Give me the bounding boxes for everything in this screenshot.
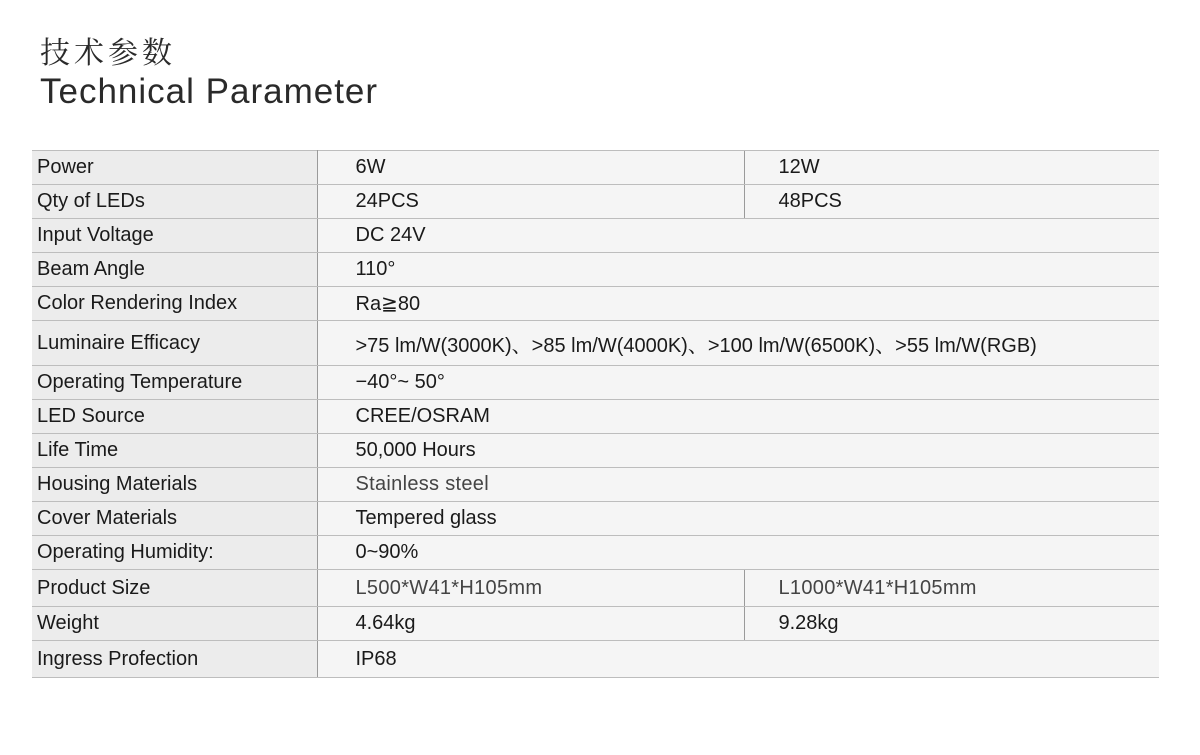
- row-value-6w-variant: 6W: [317, 151, 744, 185]
- row-label: Operating Humidity:: [32, 536, 317, 570]
- table-row-weight: [32, 607, 1159, 641]
- row-value: IP68: [317, 641, 1159, 678]
- row-label: Weight: [32, 607, 317, 641]
- table-row-cover-materials: [32, 502, 1159, 536]
- row-label: LED Source: [32, 400, 317, 434]
- row-value-6w-variant: 24PCS: [317, 185, 744, 219]
- row-label: Life Time: [32, 434, 317, 468]
- technical-parameter-table: [32, 150, 1159, 678]
- row-label: Luminaire Efficacy: [32, 321, 317, 366]
- row-value: 50,000 Hours: [317, 434, 1159, 468]
- row-label: Qty of LEDs: [32, 185, 317, 219]
- row-value: >75 lm/W(3000K)、>85 lm/W(4000K)、>100 lm/W(6500K)、>55 lm/W(RGB): [317, 321, 1159, 366]
- row-label: Input Voltage: [32, 219, 317, 253]
- row-value-12w-variant: L1000*W41*H105mm: [744, 570, 1159, 607]
- table-row-life-time: [32, 434, 1159, 468]
- row-value: DC 24V: [317, 219, 1159, 253]
- row-label: Cover Materials: [32, 502, 317, 536]
- page-title-chinese: 技术参数: [40, 36, 176, 71]
- page-title-english: Technical Parameter: [40, 72, 379, 111]
- table-row-color-rendering-index: [32, 287, 1159, 321]
- row-value: 0~90%: [317, 536, 1159, 570]
- table-row-power: [32, 151, 1159, 185]
- row-value: Stainless steel: [317, 468, 1159, 502]
- row-value-6w-variant: 4.64kg: [317, 607, 744, 641]
- table-row-product-size: [32, 570, 1159, 607]
- row-value: 110°: [317, 253, 1159, 287]
- table-row-led-source: [32, 400, 1159, 434]
- table-row-operating-humidity: [32, 536, 1159, 570]
- table-row-housing-materials: [32, 468, 1159, 502]
- row-label: Beam Angle: [32, 253, 317, 287]
- row-label: Housing Materials: [32, 468, 317, 502]
- table-row-beam-angle: [32, 253, 1159, 287]
- table-row-ingress-protection: [32, 641, 1159, 678]
- row-value-12w-variant: 48PCS: [744, 185, 1159, 219]
- row-value: Ra≧80: [317, 287, 1159, 321]
- table-row-luminaire-efficacy: [32, 321, 1159, 366]
- row-value-12w-variant: 9.28kg: [744, 607, 1159, 641]
- table-row-qty-of-leds: [32, 185, 1159, 219]
- row-value: CREE/OSRAM: [317, 400, 1159, 434]
- row-value: Tempered glass: [317, 502, 1159, 536]
- row-value-6w-variant: L500*W41*H105mm: [317, 570, 744, 607]
- row-label: Power: [32, 151, 317, 185]
- row-value: −40°~ 50°: [317, 366, 1159, 400]
- row-label: Product Size: [32, 570, 317, 607]
- table-row-input-voltage: [32, 219, 1159, 253]
- row-value-12w-variant: 12W: [744, 151, 1159, 185]
- row-label: Color Rendering Index: [32, 287, 317, 321]
- row-label: Operating Temperature: [32, 366, 317, 400]
- row-label: Ingress Profection: [32, 641, 317, 678]
- table-row-operating-temperature: [32, 366, 1159, 400]
